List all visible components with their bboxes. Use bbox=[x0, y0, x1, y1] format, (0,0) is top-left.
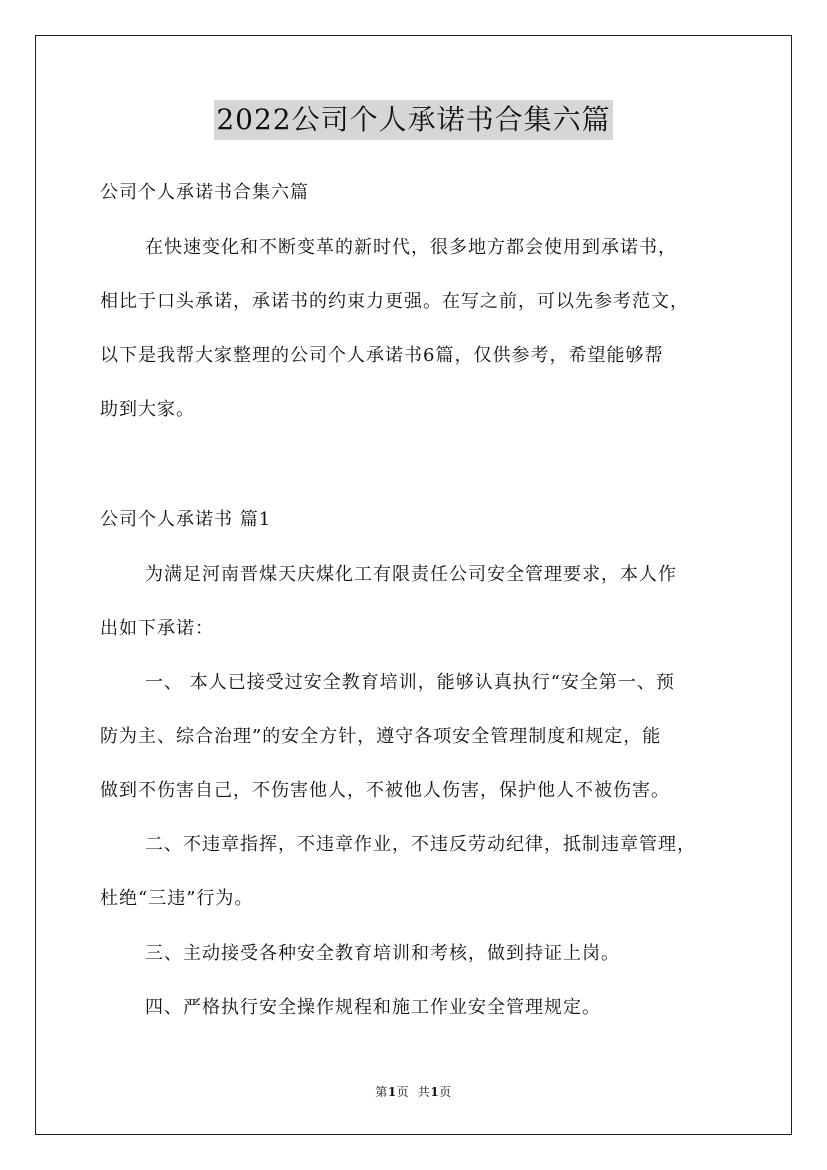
intro-line-2: 相比于口头承诺，承诺书的约束力更强。在写之前，可以先参考范文， bbox=[100, 291, 689, 312]
document-subtitle: 公司个人承诺书合集六篇 bbox=[100, 182, 309, 203]
body-line-1: 为满足河南晋煤天庆煤化工有限责任公司安全管理要求，本人作 bbox=[145, 564, 677, 585]
body-line-2: 出如下承诺： bbox=[100, 618, 214, 639]
section-heading: 公司个人承诺书 篇1 bbox=[100, 509, 272, 530]
intro-line-4: 助到大家。 bbox=[100, 399, 195, 420]
body-line-3: 一、 本人已接受过安全教育培训，能够认真执行“安全第一、预 bbox=[145, 672, 675, 693]
page-footer bbox=[0, 1083, 827, 1100]
body-line-7: 杜绝“三违”行为。 bbox=[100, 888, 254, 909]
footer-mid: 页 共 bbox=[396, 1085, 431, 1099]
body-line-4: 防为主、综合治理”的安全方针，遵守各项安全管理制度和规定，能 bbox=[100, 726, 662, 747]
footer-prefix: 第 bbox=[375, 1085, 388, 1099]
title-container bbox=[0, 100, 827, 140]
footer-suffix: 页 bbox=[439, 1085, 452, 1099]
body-line-9: 四、严格执行安全操作规程和施工作业安全管理规定。 bbox=[145, 997, 601, 1018]
document-title: 2022公司个人承诺书合集六篇 bbox=[214, 100, 612, 140]
footer-page-current: 1 bbox=[387, 1085, 397, 1099]
body-line-6: 二、不违章指挥，不违章作业，不违反劳动纪律，抵制违章管理， bbox=[145, 834, 696, 855]
body-line-5: 做到不伤害自己，不伤害他人，不被他人伤害，保护他人不被伤害。 bbox=[100, 780, 670, 801]
intro-line-1: 在快速变化和不断变革的新时代，很多地方都会使用到承诺书， bbox=[145, 237, 677, 258]
intro-line-3: 以下是我帮大家整理的公司个人承诺书6篇，仅供参考，希望能够帮 bbox=[100, 345, 664, 366]
body-line-8: 三、主动接受各种安全教育培训和考核，做到持证上岗。 bbox=[145, 943, 620, 964]
footer-page-total: 1 bbox=[430, 1085, 440, 1099]
